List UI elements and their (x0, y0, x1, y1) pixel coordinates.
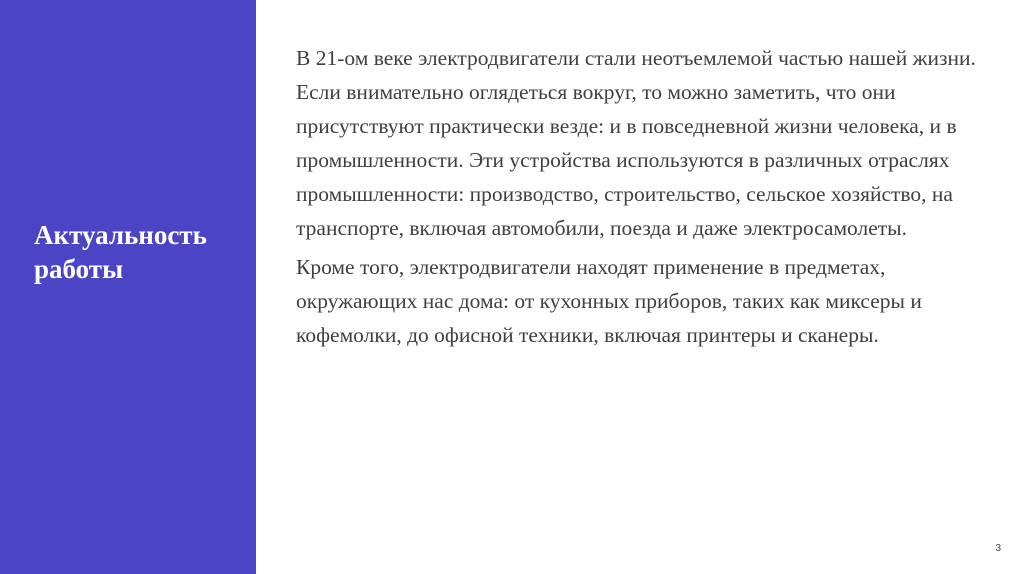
slide-body (296, 41, 996, 352)
body-paragraph-intro: В 21-ом веке электродвигатели стали неотъемлемой частью нашей жизни. Если внимательно оглядеться вокруг, то можно заметить, что они присутствуют практически везде: и в повседневной жизни человека, и в промышленности. Эти устройства используются в различных отраслях промышленности: производство, строительство, сельское хозяйство, на транспорте, включая автомобили, поезда и даже электросамолеты. (296, 46, 976, 240)
body-paragraph-home-applications: Кроме того, электродвигатели находят применение в предметах, окружающих нас дома: от кухонных приборов, таких как миксеры и кофемолки, до офисной техники, включая принтеры и сканеры. (296, 255, 922, 347)
slide-title: Актуальность работы (34, 220, 207, 284)
page-number: 3 (995, 543, 1001, 554)
slide-title-panel (0, 0, 256, 574)
